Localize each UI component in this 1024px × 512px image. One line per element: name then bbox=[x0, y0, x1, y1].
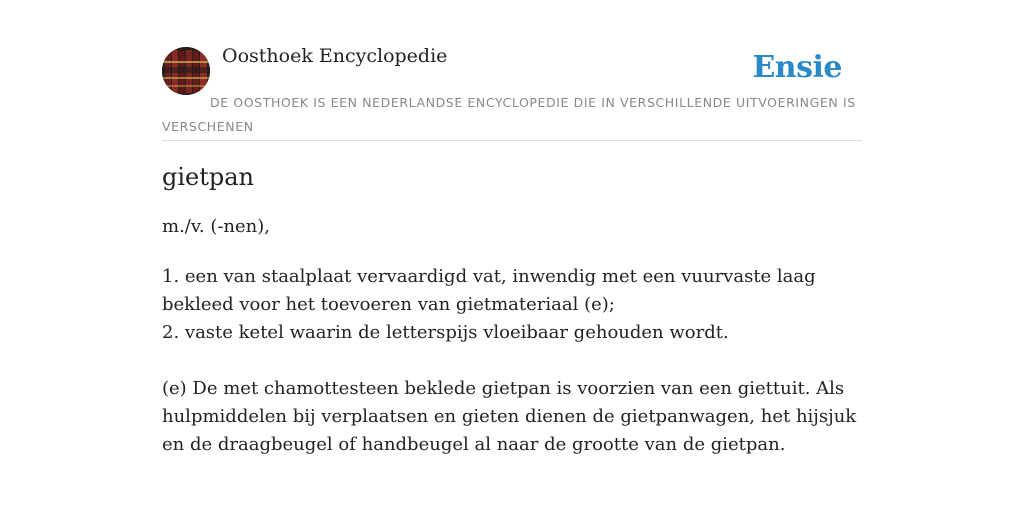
definition-1: 1. een van staalplaat vervaardigd vat, inwendig met een vuurvaste laag bekleed voor het toevoeren van gietmateriaal (e); bbox=[162, 266, 816, 315]
header bbox=[162, 0, 862, 141]
source-description: DE OOSTHOEK IS EEN NEDERLANDSE ENCYCLOPEDIE DIE IN VERSCHILLENDE UITVOERINGEN IS VERSCHENEN bbox=[162, 95, 856, 134]
paragraph-gap bbox=[162, 347, 862, 375]
definition-2: 2. vaste ketel waarin de letterspijs vloeibaar gehouden wordt. bbox=[162, 322, 729, 343]
page bbox=[162, 0, 862, 455]
entry-headword: gietpan bbox=[162, 163, 255, 191]
ensie-logo-link[interactable]: Ensie bbox=[752, 50, 842, 85]
entry-body bbox=[162, 263, 862, 459]
entry-grammar: m./v. (-nen), bbox=[162, 216, 271, 237]
source-title[interactable]: Oosthoek Encyclopedie bbox=[222, 45, 448, 67]
entry-note: (e) De met chamottesteen beklede gietpan is voorzien van een giettuit. Als hulpmiddelen bij verplaatsen en gieten dienen de gietpanwagen, het hijsjuk en de draagbeugel of handbeugel al naar de grootte van de gietpan. bbox=[162, 378, 857, 455]
source-avatar[interactable] bbox=[162, 47, 210, 95]
